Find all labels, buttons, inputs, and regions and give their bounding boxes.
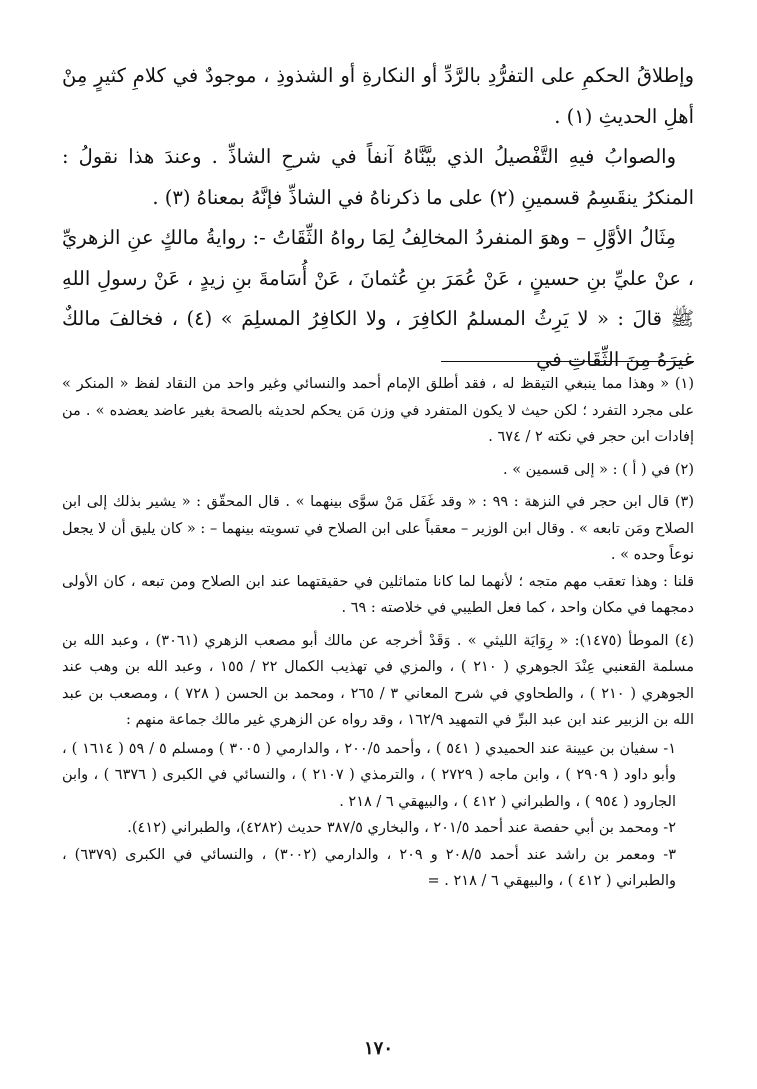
footnote-4-item-2: ٢- ومحمد بن أبي حفصة عند أحمد ٢٠١/٥ ، والبخاري ٣٨٧/٥ حديث (٤٢٨٢)، والطبراني (٤١٢). — [127, 820, 676, 836]
page-number: ١٧٠ — [363, 1038, 393, 1059]
footnote-1: (١) « وهذا مما ينبغي التيقظ له ، فقد أطلق الإمام أحمد والنسائي وغير واحد من النقاد لفظ « المنكر » على مجرد التفرد ؛ لكن حيث لا يكون المتفرد في وزن مَن يحكم لحديثه بالصحة بغير عاضد يعضده » . من إفادات ابن حجر في نكته ٢ / ٦٧٤ . — [62, 376, 694, 445]
main-text-body — [62, 56, 694, 380]
footnote-4-item-3: ٣- ومعمر بن راشد عند أحمد ٢٠٨/٥ و ٢٠٩ ، والدارمي (٣٠٠٢) ، والنسائي في الكبرى (٦٣٧٩) ، والطبراني ( ٤١٢ ) ، والبيهقي ٦ / ٢١٨ . = — [62, 846, 676, 889]
footnotes-section — [62, 371, 694, 895]
main-paragraph-2: والصوابُ فيهِ التَّفْصيلُ الذي بيَّنَّاهُ آنفاً في شرحِ الشاذِّ . وعندَ هذا نقولُ : المنكرُ ينقَسِمُ قسمينِ (٢) على ما ذكرناهُ في الشاذِّ فإنَّهُ بمعناهُ (٣) . — [62, 145, 694, 209]
footnote-4-item-1: ١- سفيان بن عيينة عند الحميدي ( ٥٤١ ) ، وأحمد ٢٠٠/٥ ، والدارمي ( ٣٠٠٥ ) ومسلم ٥ / ٥٩ ( ١٦١٤ ) ، وأبو داود ( ٢٩٠٩ ) ، وابن ماجه ( ٢٧٢٩ ) ، والترمذي ( ٢١٠٧ ) ، والنسائي في الكبرى ( ٦٣٧٦ ) ، وابن الجارود ( ٩٥٤ ) ، والطبراني ( ٤١٢ ) ، والبيهقي ٦ / ٢١٨ . — [62, 740, 677, 810]
main-paragraph-3: مِثَالُ الأوَّلِ – وهوَ المنفردُ المخالِفُ لِمَا رواهُ الثِّقَاتُ -: روايةُ مالكٍ عنِ الزهريِّ ، عنْ عليِّ بنِ حسينٍ ، عَنْ عُمَرَ بنِ عُثمانَ ، عَنْ أُسَامةَ بنِ زيدٍ ، عَنْ رسولِ اللهِ ﷺ قالَ : « لا يَرِثُ المسلمُ الكافِرَ ، ولا الكافِرُ المسلِمَ » (٤) ، فخالفَ مالكٌ غيرَهُ مِنَ الثِّقَاتِ في — [62, 226, 694, 371]
footnote-divider — [441, 361, 694, 362]
footnote-3: (٣) قال ابن حجر في النزهة : ٩٩ : « وقد غَفَل مَنْ سوَّى بينهما » . قال المحقّق : « يشير بذلك إلى ابن الصلاح ومَن تابعه » . وقال ابن الوزير – معقباً على ابن الصلاح في تسويته بينهما – : « كان يليق أن لا يجعل نوعاً وحده » . — [62, 494, 694, 563]
footnote-2: (٢) في ( أ ) : « إلى قسمين » . — [502, 461, 694, 478]
footnote-4: (٤) الموطأ (١٤٧٥): « رِوَايَة الليثي » . وَقَدْ أخرجه عن مالك أبو مصعب الزهري (٣٠٦١) ، وعبد الله بن مسلمة القعنبي عِنْدَ الجوهري ( ٢١٠ ) ، والمزي في تهذيب الكمال ٢٢ / ١٥٥ ، وعبد الله بن وهب عند الجوهري ( ٢١٠ ) ، والطحاوي في شرح المعاني ٣ / ٢٦٥ ، ومحمد بن الحسن ( ٧٢٨ ) ، ومصعب بن عبد الله بن الزبير عند ابن عبد البرِّ في التمهيد ١٦٢/٩ ، وقد رواه عن الزهري غير مالك جماعة منهم : — [62, 632, 695, 728]
footnote-3-comment: قلنا : وهذا تعقب مهم متجه ؛ لأنهما لما كانا متماثلين في حقيقتهما عند ابن الصلاح ومن تبعه ، كان الأولى دمجهما في مكان واحد ، كما فعل الطيبي في خلاصته : ٦٩ . — [62, 573, 694, 616]
main-paragraph-1: وإطلاقُ الحكمِ على التفرُّدِ بالرَّدِّ أو النكارةِ أو الشذوذِ ، موجودٌ في كلامِ كثيرٍ مِنْ أهلِ الحديثِ (١) . — [62, 64, 694, 128]
